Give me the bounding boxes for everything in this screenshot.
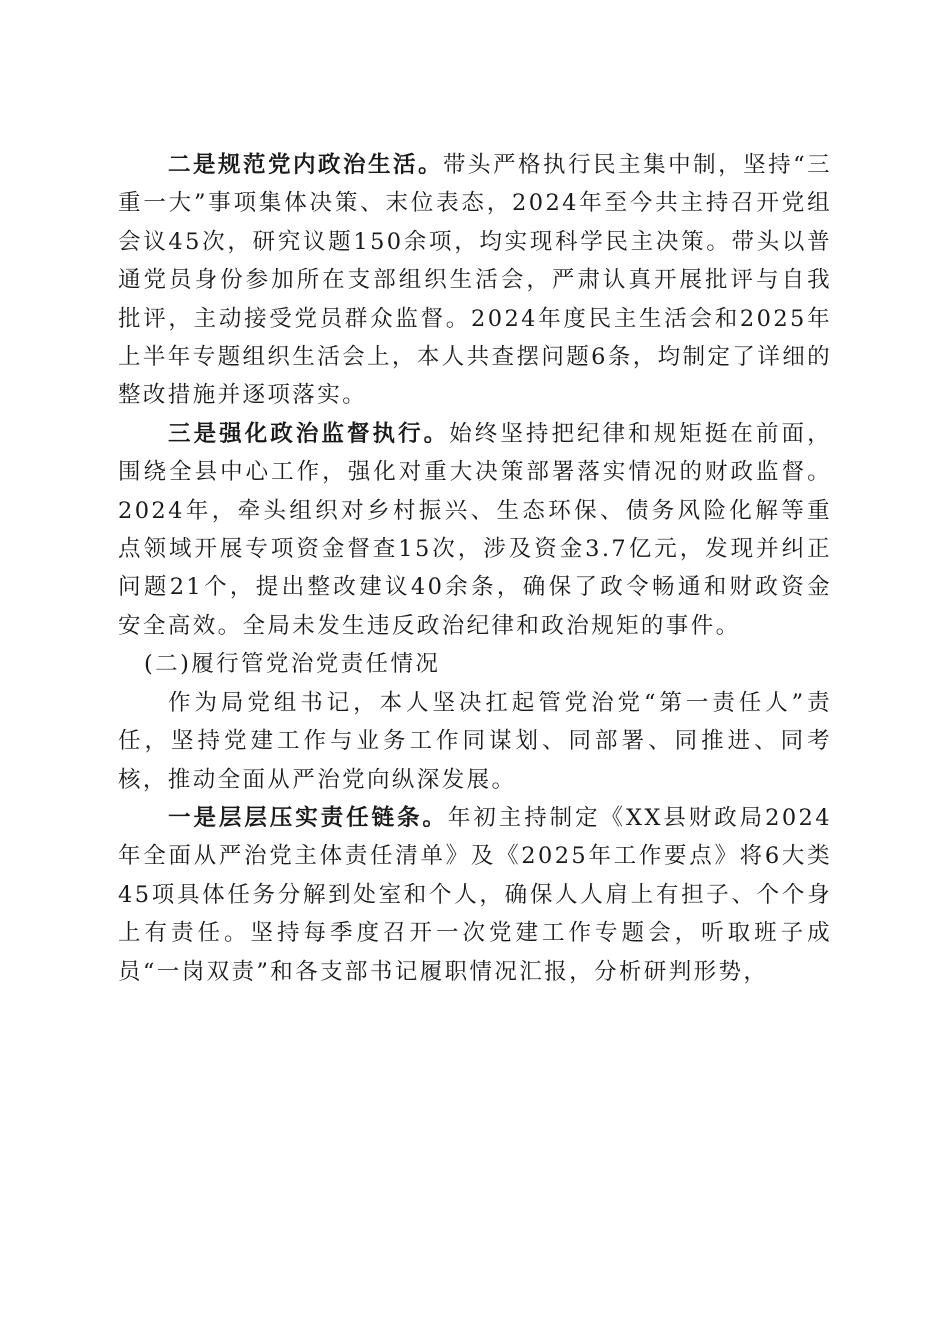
paragraph-lead: 一是层层压实责任链条。 [168,804,448,831]
paragraph-political-life [118,146,832,415]
paragraph-political-supervision [118,415,832,645]
paragraph-lead: 二是规范党内政治生活。 [168,152,444,178]
paragraph-text: 带头严格执行民主集中制，坚持“三重一大”事项集体决策、末位表态，2024年至今共主持召开党组会议45次，研究议题150余项，均实现科学民主决策。带头以普通党员身份参加所在支部组织生活会，严肃认真开展批评与自我批评，主动接受党员群众监督。2024年度民主生活会和2025年上半年专题组织生活会上，本人共查摆问题6条，均制定了详细的整改措施并逐项落实。 [118,152,833,409]
paragraph-lead: 三是强化政治监督执行。 [168,420,450,447]
document-body [118,146,832,991]
section-heading: (二)履行管党治党责任情况 [144,651,441,678]
paragraph-section-intro: 作为局党组书记，本人坚决扛起管党治党“第一责任人”责任，坚持党建工作与业务工作同谋划、同部署、同推进、同考核，推动全面从严治党向纵深发展。 [118,689,832,793]
paragraph-responsibility-chain [118,799,832,991]
paragraph-text: 始终坚持把纪律和规矩挺在前面，围绕全县中心工作，强化对重大决策部署落实情况的财政监督。2024年，牵头组织对乡村振兴、生态环保、债务风险化解等重点领域开展专项资金督查15次，涉及资金3.7亿元，发现并纠正问题21个，提出整改建议40余条，确保了政令畅通和财政资金安全高效。全局未发生违反政治纪律和政治规矩的事件。 [118,420,832,639]
paragraph-text: 年初主持制定《XX县财政局2024年全面从严治党主体责任清单》及《2025年工作要点》将6大类45项具体任务分解到处室和个人，确保人人肩上有担子、个个身上有责任。坚持每季度召开一次党建工作专题会，听取班子成员“一岗双责”和各支部书记履职情况汇报，分析研判形势， [118,804,832,985]
